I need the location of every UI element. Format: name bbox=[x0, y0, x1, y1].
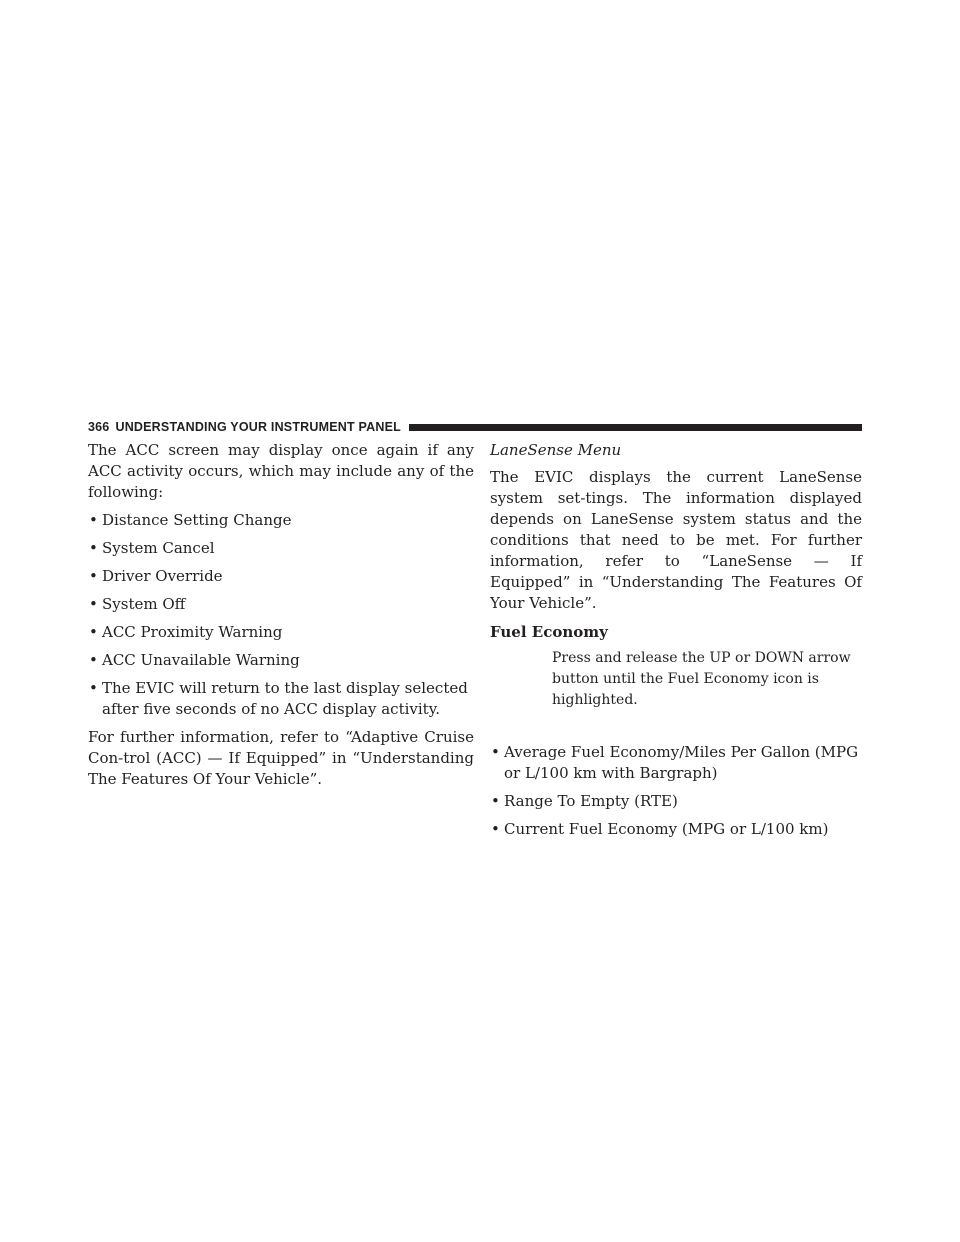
list-item: • Driver Override bbox=[88, 566, 474, 587]
list-item: • Distance Setting Change bbox=[88, 510, 474, 531]
list-item: • The EVIC will return to the last display selected after five seconds of no ACC display activity. bbox=[88, 678, 474, 720]
fuel-economy-heading: Fuel Economy bbox=[490, 623, 608, 641]
list-item: • System Cancel bbox=[88, 538, 474, 559]
list-item: • Average Fuel Economy/Miles Per Gallon (MPG or L/100 km with Bargraph) bbox=[490, 742, 862, 784]
acc-reference-paragraph: For further information, refer to “Adaptive Cruise Con-trol (ACC) — If Equipped” in “Understanding The Features Of Your Vehicle”. bbox=[88, 728, 474, 788]
acc-intro-paragraph: The ACC screen may display once again if any ACC activity occurs, which may include any of the following: bbox=[88, 441, 474, 501]
header-rule bbox=[409, 424, 862, 431]
lanesense-menu-title: LaneSense Menu bbox=[490, 441, 622, 459]
left-column bbox=[88, 440, 474, 790]
page-header bbox=[88, 418, 862, 436]
list-item: • Range To Empty (RTE) bbox=[490, 791, 862, 812]
list-item: • ACC Proximity Warning bbox=[88, 622, 474, 643]
fuel-economy-instruction: Press and release the UP or DOWN arrow button until the Fuel Economy icon is highlighted. bbox=[552, 650, 851, 708]
page-number: 366 bbox=[88, 420, 110, 434]
section-title: UNDERSTANDING YOUR INSTRUMENT PANEL bbox=[115, 420, 401, 434]
acc-activity-list bbox=[88, 510, 474, 720]
list-item: • ACC Unavailable Warning bbox=[88, 650, 474, 671]
list-item: • System Off bbox=[88, 594, 474, 615]
right-column bbox=[490, 440, 862, 847]
list-item: • Current Fuel Economy (MPG or L/100 km) bbox=[490, 819, 862, 840]
lanesense-paragraph: The EVIC displays the current LaneSense system set-tings. The information displayed depends on LaneSense system status and the conditions that need to be met. For further information, refer to “LaneSense — If Equipped” in “Understanding The Features Of Your Vehicle”. bbox=[490, 468, 862, 612]
fuel-economy-list bbox=[490, 742, 862, 840]
